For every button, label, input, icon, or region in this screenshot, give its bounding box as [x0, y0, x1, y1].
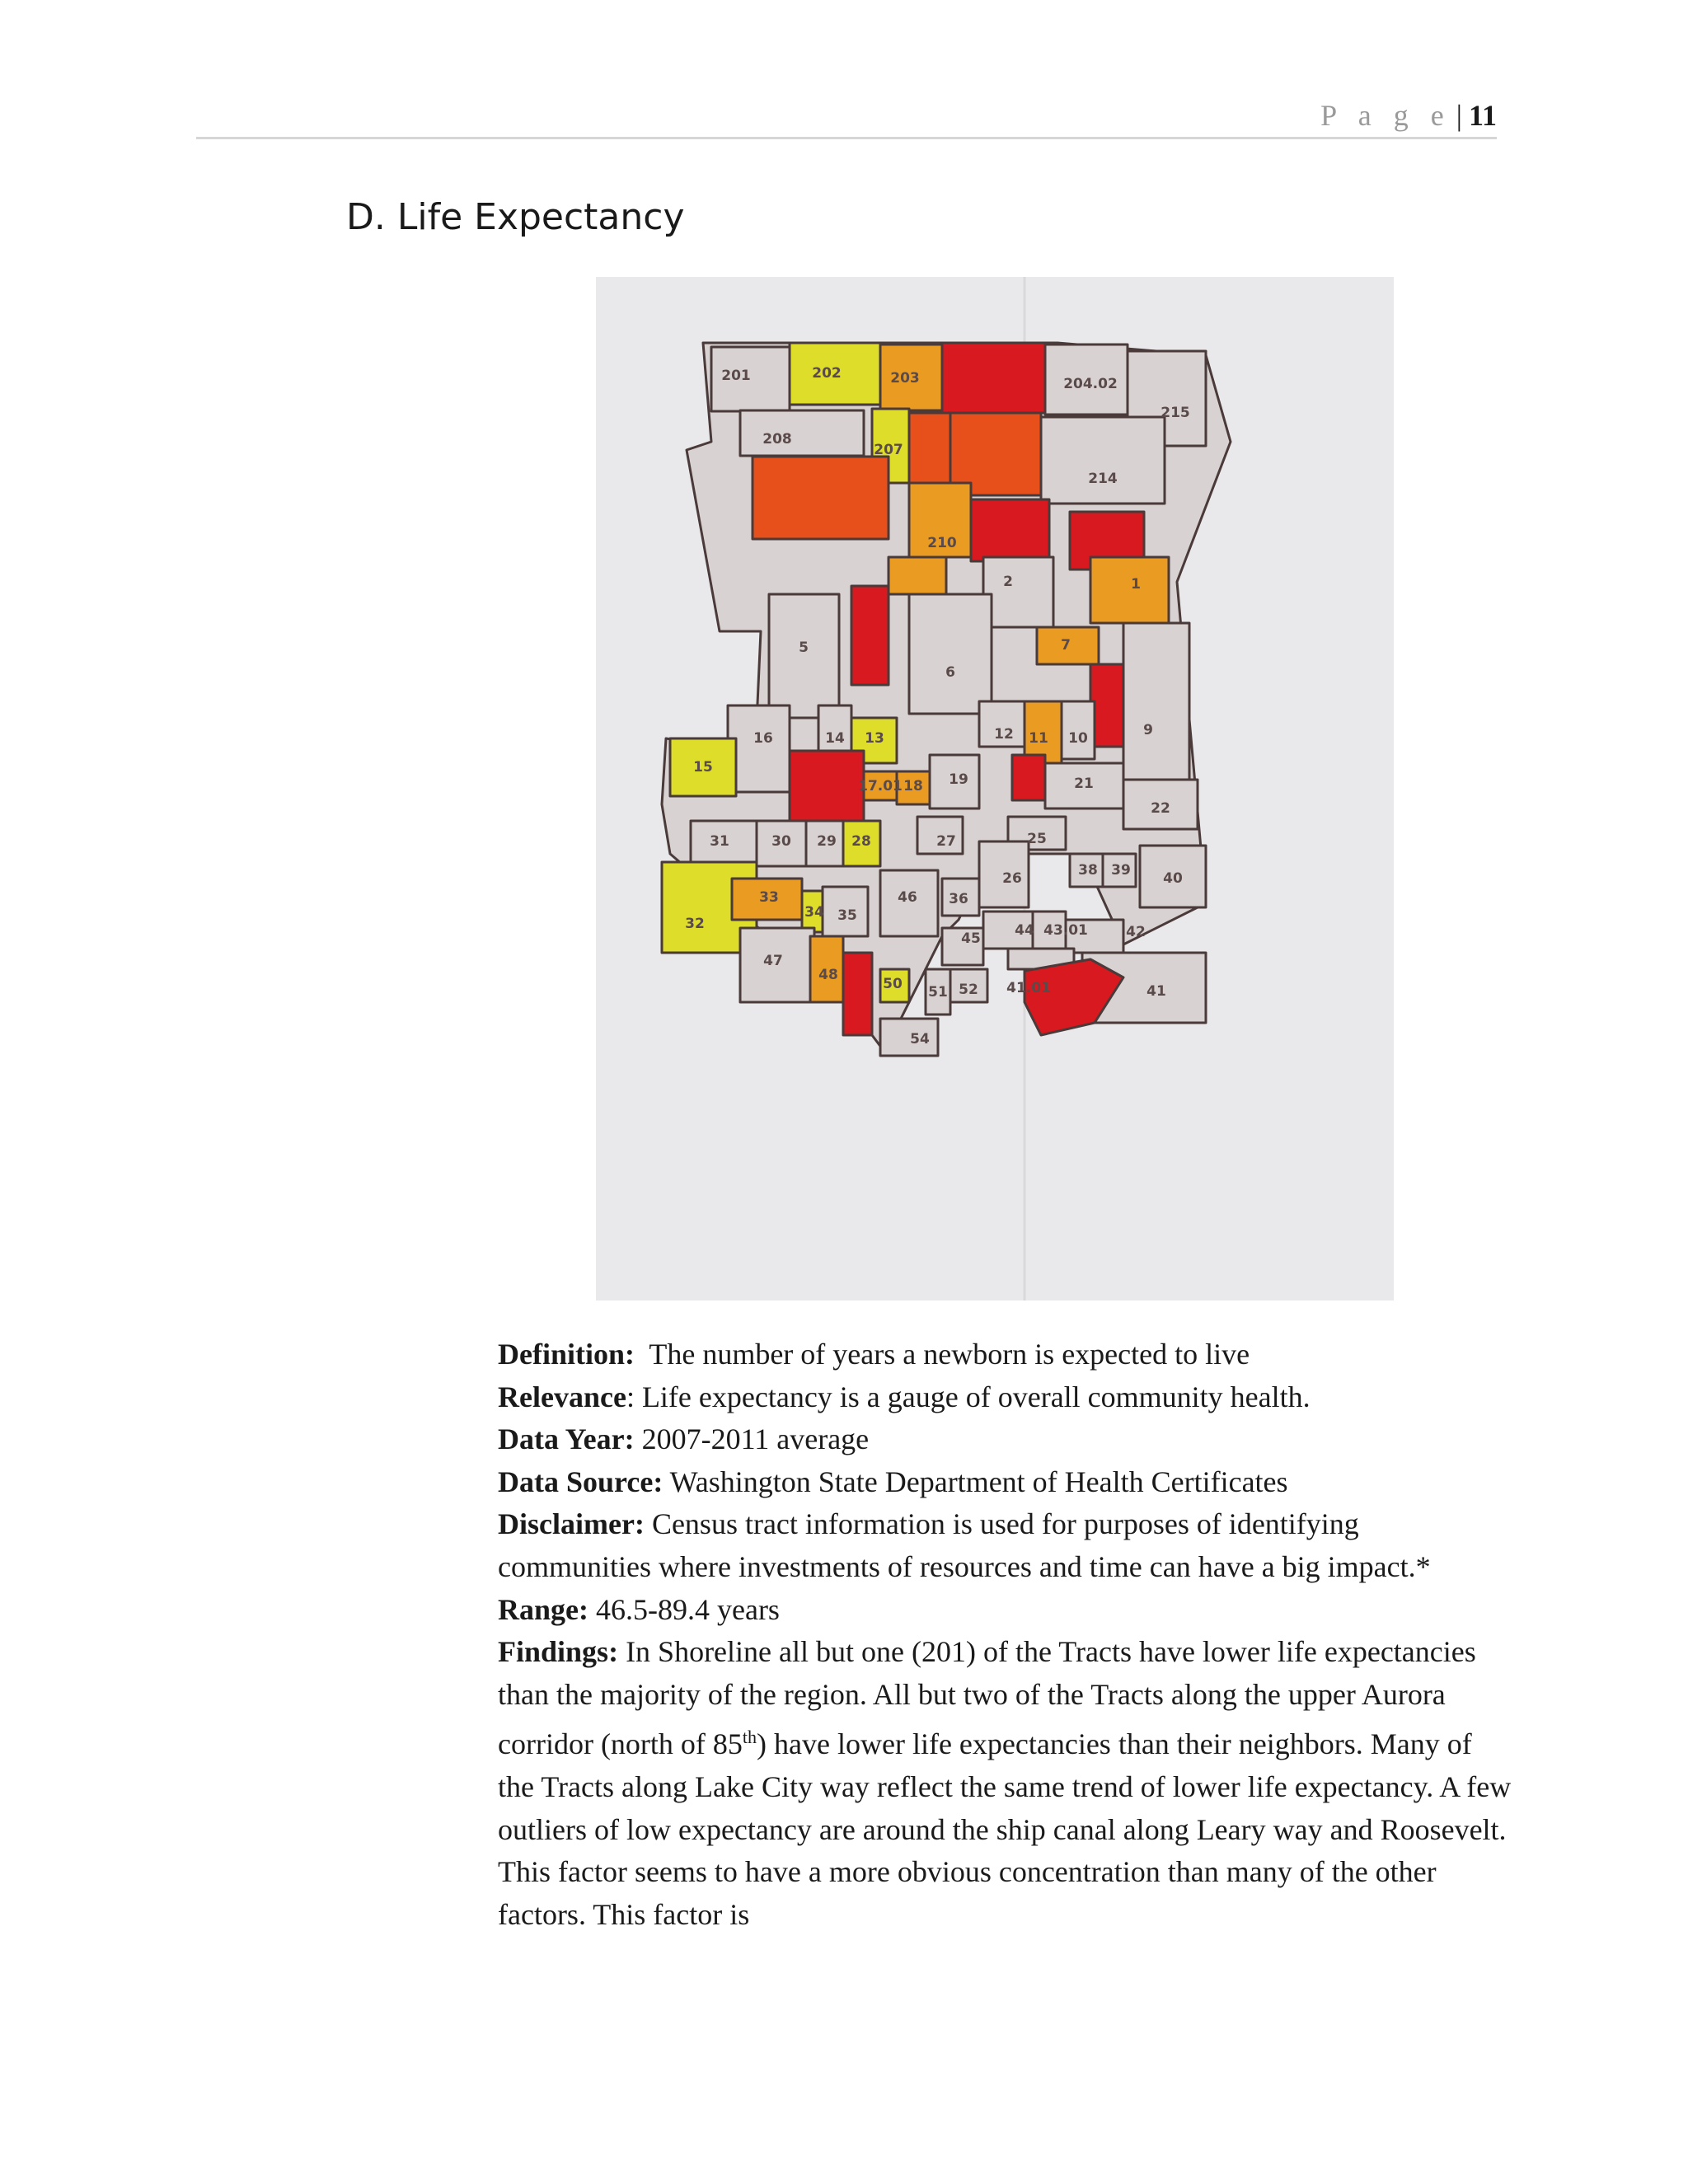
- definition-value: The number of years a newborn is expected to live: [649, 1338, 1250, 1371]
- disclaimer-value: Census tract information is used for purposes of identifying communities where investments of resources and time can have a big impact.*: [498, 1507, 1431, 1583]
- tract-label-11: 11: [1029, 730, 1048, 747]
- section-title: D. Life Expectancy: [346, 196, 685, 238]
- tract-label-202: 202: [812, 365, 842, 382]
- tract-label-29: 29: [817, 833, 837, 850]
- tract-label-33: 33: [759, 889, 779, 906]
- tract-label-42: 42: [1126, 924, 1146, 940]
- tract-label-2: 2: [1003, 574, 1013, 590]
- definition-label: Definition:: [498, 1338, 635, 1371]
- tract-label-210: 210: [927, 535, 957, 551]
- tract-209: [753, 457, 889, 539]
- tract-20: [1012, 755, 1045, 800]
- tract-label-5: 5: [799, 640, 809, 656]
- tract-label-47: 47: [763, 953, 783, 969]
- tract-label-50: 50: [883, 976, 903, 992]
- life-expectancy-map-photo: [596, 277, 1394, 1301]
- tract-label-32: 32: [685, 916, 705, 932]
- tract-208: [740, 410, 864, 456]
- page-separator: |: [1456, 99, 1462, 132]
- tract-label-207: 207: [874, 442, 903, 458]
- tract-label-40: 40: [1163, 870, 1183, 887]
- tract-206: [909, 413, 950, 483]
- page-word: P a g e: [1320, 99, 1451, 132]
- tract-214: [1041, 417, 1165, 504]
- findings-paragraph: [498, 1631, 1512, 1936]
- tract-label-46: 46: [898, 889, 917, 906]
- definition-line: [498, 1333, 1512, 1376]
- tract-label-26: 26: [1002, 870, 1022, 887]
- tract-9: [1123, 623, 1189, 780]
- tract-label-16: 16: [753, 730, 773, 747]
- tract-204-01: [942, 343, 1045, 413]
- tract-label-7: 7: [1061, 637, 1071, 654]
- data-year-line: [498, 1418, 1512, 1461]
- tract-label-14: 14: [825, 730, 845, 747]
- tract-6: [909, 594, 992, 714]
- body-text: [498, 1333, 1512, 1936]
- tract-4: [851, 586, 889, 685]
- data-year-value: 2007-2011 average: [641, 1422, 870, 1456]
- tract-map: [596, 277, 1394, 1301]
- relevance-line: [498, 1376, 1512, 1419]
- tract-17-02: [790, 751, 864, 825]
- tract-label-52: 52: [959, 982, 978, 998]
- tract-label-48: 48: [818, 967, 838, 983]
- tract-label-30: 30: [771, 833, 791, 850]
- tract-label-27: 27: [936, 833, 956, 850]
- disclaimer-line: [498, 1503, 1512, 1588]
- tract-label-41: 41: [1146, 983, 1166, 1000]
- tract-label-38: 38: [1078, 862, 1098, 879]
- tract-label-10: 10: [1068, 730, 1088, 747]
- tract-label-54: 54: [910, 1031, 930, 1047]
- tract-label-9: 9: [1143, 722, 1153, 738]
- data-source-line: [498, 1461, 1512, 1504]
- findings-text-2: ) have lower life expectancies than their neighbors. Many of the Tracts along Lake City way reflect the same trend of lower life expectancy. A few outliers of low expectancy are around the ship canal along Leary way and Roosevelt. This factor seems to have a more obvious concentration than many of the other factors. This factor is: [498, 1727, 1512, 1931]
- page-number: 11: [1468, 99, 1497, 132]
- tract-label-36: 36: [949, 891, 968, 907]
- relevance-label: Relevance: [498, 1380, 626, 1413]
- tract-label-51: 51: [928, 984, 948, 1001]
- tract-label-204-02: 204.02: [1063, 376, 1118, 392]
- tract-label-28: 28: [851, 833, 871, 850]
- tract-label-22: 22: [1151, 800, 1170, 817]
- tract-label-12: 12: [994, 726, 1014, 743]
- findings-text-1: In Shoreline all but one (201) of the Tracts have lower life expectancies than the majority of the region. All but two of the Tracts along the upper Aurora corridor (north of 85: [498, 1635, 1476, 1761]
- tract-label-25: 25: [1027, 831, 1047, 847]
- page-header: [196, 97, 1497, 139]
- range-value: 46.5-89.4 years: [596, 1592, 780, 1626]
- data-year-label: Data Year:: [498, 1422, 635, 1456]
- tract-label-19: 19: [949, 771, 968, 788]
- tract-213: [971, 499, 1049, 561]
- findings-superscript: th: [742, 1727, 757, 1748]
- tract-label-214: 214: [1088, 471, 1118, 487]
- tract-label-39: 39: [1111, 862, 1131, 879]
- tract-label-35: 35: [837, 907, 857, 924]
- page-number-block: [1320, 97, 1497, 134]
- tract-label-17-01: 17.01: [858, 778, 903, 794]
- tract-label-21: 21: [1074, 776, 1094, 792]
- disclaimer-label: Disclaimer:: [498, 1507, 645, 1541]
- tract-label-45: 45: [961, 930, 981, 947]
- findings-label: Findings:: [498, 1635, 619, 1669]
- tract-label-43-01: 43.01: [1043, 922, 1088, 939]
- tract-label-18: 18: [903, 778, 923, 794]
- tract-label-215: 215: [1160, 405, 1190, 421]
- range-label: Range:: [498, 1592, 588, 1626]
- data-source-label: Data Source:: [498, 1465, 663, 1498]
- tract-label-44: 44: [1015, 922, 1034, 939]
- tract-label-208: 208: [762, 431, 792, 448]
- tract-label-6: 6: [945, 664, 955, 681]
- tract-49: [843, 953, 872, 1035]
- tract-label-15: 15: [693, 759, 713, 776]
- range-line: [498, 1589, 1512, 1632]
- tract-5: [769, 594, 839, 718]
- data-source-value: Washington State Department of Health Certificates: [669, 1465, 1288, 1498]
- tract-label-34: 34: [804, 904, 824, 921]
- tract-label-31: 31: [710, 833, 729, 850]
- tract-3: [889, 557, 946, 594]
- tract-label-203: 203: [890, 370, 920, 387]
- tract-1: [1090, 557, 1169, 623]
- tract-label-13: 13: [865, 730, 884, 747]
- tract-2: [983, 557, 1053, 627]
- tract-label-201: 201: [721, 368, 751, 384]
- tract-label-1: 1: [1131, 576, 1141, 593]
- tract-label-41-01: 41.01: [1006, 980, 1051, 996]
- relevance-value: : Life expectancy is a gauge of overall community health.: [626, 1380, 1311, 1413]
